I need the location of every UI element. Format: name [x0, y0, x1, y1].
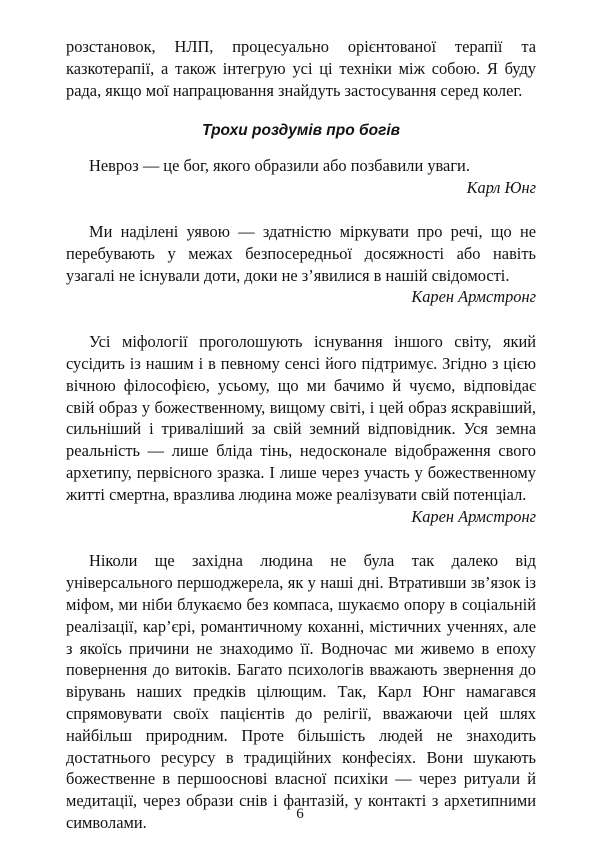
spacer [66, 308, 536, 331]
quote-author: Карен Армстронг [411, 506, 536, 526]
page-number: 6 [296, 806, 304, 822]
quote-author: Карл Юнг [466, 178, 536, 198]
spacer [66, 199, 536, 221]
quote-text: Усі міфології проголошують існування іншого світу, який сусідить із нашим і в певному сенсі його підтримує. Згідно з цією вічною філософією, усьому, що ми бачимо й чуємо, відповідає свій образ у божественному, вищому світі, і цей образ яскравіший, сильніший і триваліший за свій земний відповідник. Уся земна реальність — лише бліда тінь, недосконале відображення свого архетипу, первісного зразка. І лише через участь у божественному житті смертна, вразлива людина може реалізувати свій потенціал. [66, 332, 536, 504]
document-page [66, 36, 536, 834]
section-heading: Трохи роздумів про богів [201, 122, 401, 140]
closing-paragraph: Ніколи ще західна людина не була так далеко від універсального першоджерела, як у наші дні. Втративши зв’язок із міфом, ми ніби блукаємо без компаса, шукаємо опору в соціальній реалізації, кар’єрі, романтичному коханні, містичних ученнях, але з якоїсь причини не знаходимо її. Водночас ми живемо в епоху повернення до витоків. Багато психологів вважають звернення до вірувань наших предків цілющим. Так, Карл Юнг намагався спрямовувати своїх пацієнтів до релігії, вважаючи цей шлях найбільш природним. Проте більшість людей не знаходить достатнього ресурсу в традиційних конфесіях. Вони шукають божественне в першооснові власної психіки — через ритуали й медитації, через образи снів і фантазій, у контакті з архетипними символами. [66, 551, 536, 832]
intro-paragraph: розстановок, НЛП, процесуально орієнтованої терапії та казкотерапії, а також інтегрую усі ці техніки між собою. Я буду рада, якщо мої напрацювання знайдуть застосування серед колег. [66, 37, 536, 100]
quote-text: Невроз — це бог, якого образили або позбавили уваги. [89, 156, 470, 176]
spacer [66, 527, 536, 550]
quote-author: Карен Армстронг [411, 287, 536, 307]
quote-text: Ми наділені уявою — здатністю міркувати про речі, що не перебувають у межах безпосередньої досяжності або навіть узагалі не існували доти, доки не з’явилися в нашій свідомості. [66, 221, 536, 285]
